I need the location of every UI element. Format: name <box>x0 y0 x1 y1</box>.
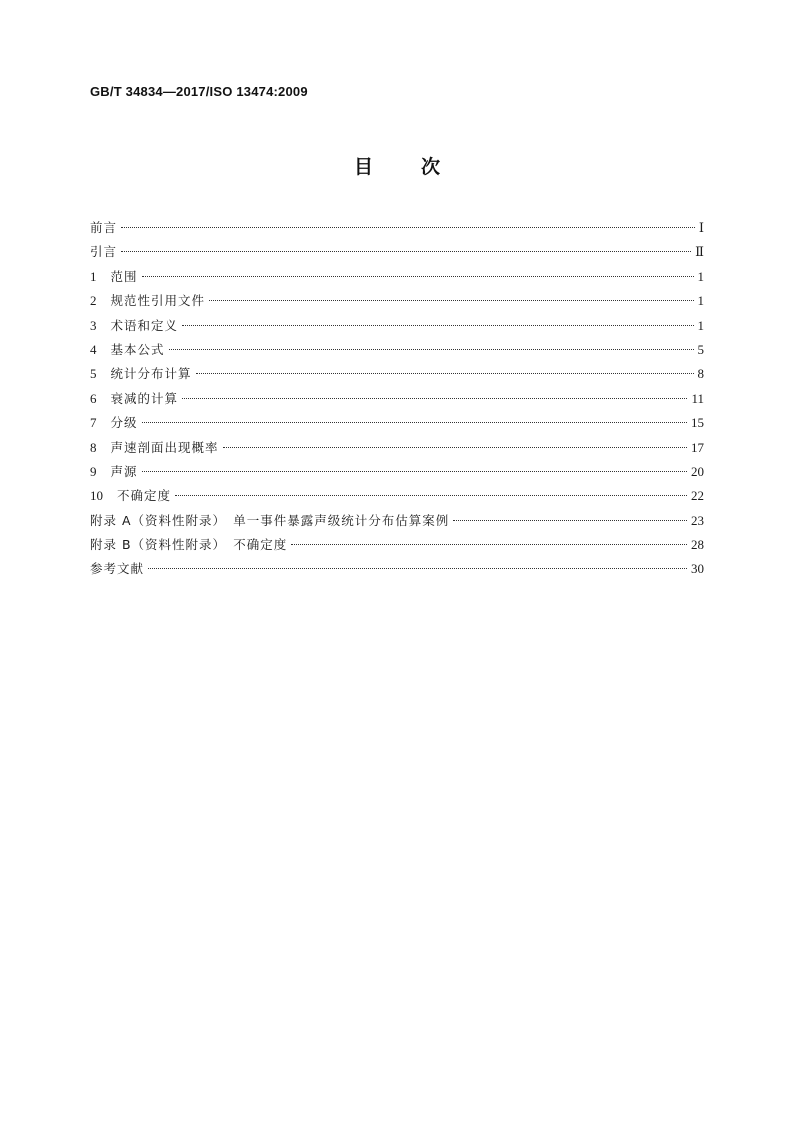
toc-entry-bibliography[interactable] <box>90 557 704 581</box>
toc-leader-dots <box>175 495 687 496</box>
toc-leader-dots <box>209 300 693 301</box>
table-of-contents <box>90 216 704 582</box>
toc-entry-annex-a[interactable] <box>90 509 704 533</box>
toc-entry-number: 10 <box>90 488 103 504</box>
toc-entry-number: 1 <box>90 268 97 284</box>
toc-entry-10[interactable] <box>90 484 704 508</box>
toc-entry-2[interactable] <box>90 289 704 313</box>
toc-entry-number: 8 <box>90 439 97 455</box>
toc-entry-6[interactable] <box>90 387 704 411</box>
toc-leader-dots <box>148 568 687 569</box>
toc-leader-dots <box>121 251 691 252</box>
toc-entry-page: 28 <box>691 537 704 553</box>
toc-leader-dots <box>223 447 687 448</box>
toc-entry-page: 1 <box>697 293 704 309</box>
toc-entry-page: 22 <box>691 488 704 504</box>
toc-leader-dots <box>121 227 695 228</box>
toc-entry-page: 17 <box>691 439 704 455</box>
toc-entry-page: 1 <box>697 268 704 284</box>
toc-entry-label: 声速剖面出现概率 <box>110 439 219 455</box>
toc-leader-dots <box>182 325 693 326</box>
toc-entry-page: 11 <box>691 390 704 406</box>
toc-entry-5[interactable] <box>90 362 704 386</box>
toc-entry-label: 参考文献 <box>90 561 145 577</box>
toc-entry-label: 分级 <box>110 415 138 431</box>
toc-entry-foreword[interactable] <box>90 216 704 240</box>
toc-entry-8[interactable] <box>90 436 704 460</box>
toc-leader-dots <box>169 349 694 350</box>
toc-entry-label: 声源 <box>110 463 138 479</box>
toc-leader-dots <box>142 471 687 472</box>
toc-entry-page: Ⅱ <box>695 244 704 260</box>
toc-entry-number: 9 <box>90 463 97 479</box>
toc-entry-label: 基本公式 <box>110 341 165 357</box>
toc-entry-number: 3 <box>90 317 97 333</box>
toc-leader-dots <box>182 398 687 399</box>
toc-entry-page: 8 <box>697 366 704 382</box>
toc-entry-page: 30 <box>691 561 704 577</box>
toc-entry-3[interactable] <box>90 314 704 338</box>
toc-entry-number: 5 <box>90 366 97 382</box>
toc-entry-page: 1 <box>697 317 704 333</box>
toc-entry-introduction[interactable] <box>90 240 704 264</box>
toc-entry-number: 7 <box>90 415 97 431</box>
toc-entry-number: 2 <box>90 293 97 309</box>
toc-entry-label: 引言 <box>90 244 118 260</box>
toc-entry-1[interactable] <box>90 265 704 289</box>
toc-entry-page: 5 <box>697 341 704 357</box>
toc-entry-page: Ⅰ <box>698 220 704 235</box>
toc-entry-page: 20 <box>691 463 704 479</box>
toc-entry-label: 规范性引用文件 <box>110 293 206 309</box>
toc-leader-dots <box>453 520 687 521</box>
toc-entry-label: 前言 <box>90 220 118 235</box>
toc-entry-7[interactable] <box>90 411 704 435</box>
toc-entry-number: 4 <box>90 341 97 357</box>
toc-entry-9[interactable] <box>90 460 704 484</box>
toc-entry-page: 15 <box>691 415 704 431</box>
toc-leader-dots <box>196 373 694 374</box>
toc-leader-dots <box>142 422 687 423</box>
toc-entry-label: 术语和定义 <box>110 317 179 333</box>
toc-entry-label: 附录 B（资料性附录） 不确定度 <box>90 537 288 553</box>
toc-entry-page: 23 <box>691 512 704 528</box>
page-title: 目次 <box>353 156 488 178</box>
toc-entry-label: 衰减的计算 <box>110 390 179 406</box>
toc-leader-dots <box>142 276 694 277</box>
toc-entry-label: 范围 <box>110 268 138 284</box>
standard-number: GB/T 34834—2017/ISO 13474:2009 <box>90 84 308 99</box>
toc-entry-number: 6 <box>90 390 97 406</box>
toc-leader-dots <box>291 544 687 545</box>
toc-entry-annex-b[interactable] <box>90 533 704 557</box>
toc-entry-label: 不确定度 <box>117 488 172 504</box>
toc-entry-label: 附录 A（资料性附录） 单一事件暴露声级统计分布估算案例 <box>90 512 450 528</box>
toc-entry-4[interactable] <box>90 338 704 362</box>
toc-entry-label: 统计分布计算 <box>110 366 192 382</box>
